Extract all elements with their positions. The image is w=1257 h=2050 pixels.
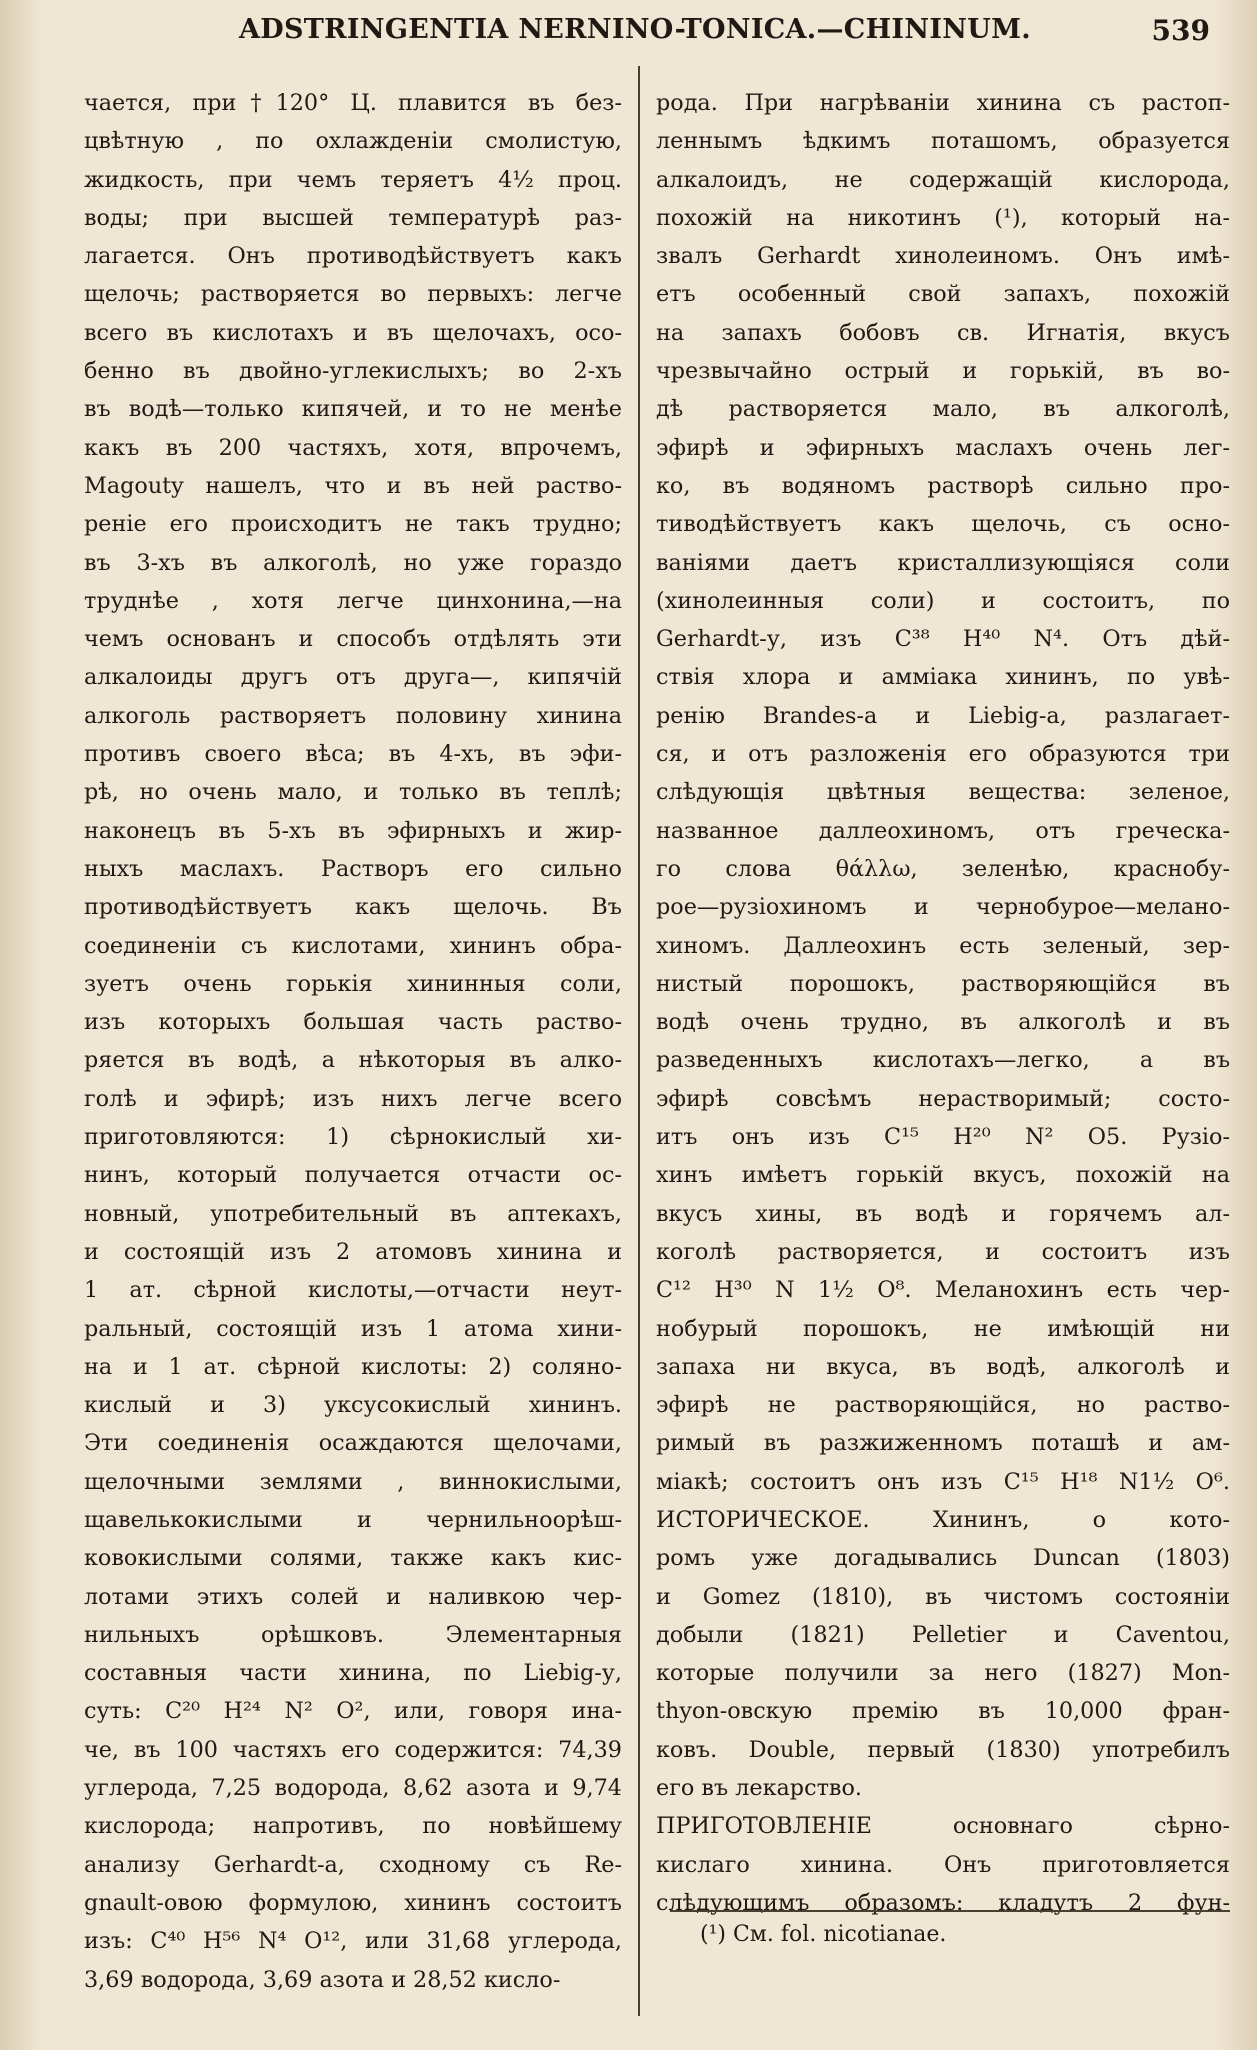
text-line: и Gomez (1810), въ чистомъ состояніи [656, 1583, 1230, 1610]
text-line: нистый порошокъ, растворяющійся въ [656, 970, 1230, 997]
text-line: дѣ растворяется мало, въ алкоголѣ, [656, 396, 1230, 423]
text-line: етъ особенный свой запахъ, похожій [656, 281, 1230, 308]
text-line: наконецъ въ 5-хъ въ эфирныхъ и жир- [84, 817, 622, 844]
text-line: щелочь; растворяется во первыхъ: легче [84, 281, 622, 308]
text-line: рода. При нагрѣваніи хинина съ растоп- [656, 90, 1230, 116]
text-line: суть: C²⁰ H²⁴ N² O², или, говоря ина- [84, 1698, 622, 1725]
text-line: въ водѣ—только кипячей, и то не менѣе [84, 396, 622, 423]
text-line: ренію Brandes-a и Liebig-a, разлагает- [656, 702, 1230, 729]
footnote-rule [670, 1910, 1230, 1912]
text-line: кислорода; напротивъ, по новѣйшему [84, 1813, 622, 1840]
text-line: чается, при†120° Ц. плавится въ без- [84, 90, 622, 116]
text-line: римый въ разжиженномъ поташѣ и ам- [656, 1430, 1230, 1457]
text-line: ромъ уже догадывались Duncan (1803) [656, 1545, 1230, 1572]
text-line: углерода, 7,25 водорода, 8,62 азота и 9,74 [84, 1775, 622, 1802]
text-line: кислый и 3) уксусокислый хининъ. [84, 1392, 622, 1419]
text-line: міакѣ; состоитъ онъ изъ C¹⁵ H¹⁸ N1½ O⁶. [656, 1468, 1230, 1495]
text-line: слѣдующимъ образомъ: кладутъ 2 фун- [656, 1889, 1230, 1916]
text-line: ИСТОРИЧЕСКОЕ. Хининъ, о кото- [656, 1506, 1230, 1533]
text-line: рое—рузіохиномъ и чернобурое—мелано- [656, 894, 1230, 921]
page-number: 539 [1151, 14, 1210, 47]
left-column [84, 84, 622, 1999]
text-line: (хинолеинныя соли) и состоитъ, по [656, 587, 1230, 614]
text-line: лотами этихъ солей и наливкою чер- [84, 1583, 622, 1610]
text-line: эфирѣ не растворяющійся, но раство- [656, 1392, 1230, 1419]
text-line: ныхъ маслахъ. Растворъ его сильно [84, 855, 622, 882]
text-line: коголѣ растворяется, и состоитъ изъ [656, 1238, 1230, 1265]
text-line: противодѣйствуетъ какъ щелочь. Въ [84, 894, 622, 921]
text-line: ко, въ водяномъ растворѣ сильно про- [656, 472, 1230, 499]
text-line: бенно въ двойно-углекислыхъ; во 2-хъ [84, 358, 622, 385]
text-line: рѣ, но очень мало, и только въ теплѣ; [84, 779, 622, 806]
text-line: ПРИГОТОВЛЕНІЕ основнаго сѣрно- [656, 1813, 1230, 1840]
text-line: алкалоидъ, не содержащій кислорода, [656, 166, 1230, 193]
text-line: го слова θάλλω, зеленѣю, краснобу- [656, 855, 1230, 882]
text-line: ряется въ водѣ, а нѣкоторыя въ алко- [84, 1047, 622, 1074]
text-line: чрезвычайно острый и горькій, въ во- [656, 358, 1230, 385]
text-line: ральный, состоящій изъ 1 атома хини- [84, 1315, 622, 1342]
text-line: ствія хлора и амміака хининъ, по увѣ- [656, 664, 1230, 691]
text-line: анализу Gerhardt-a, сходному съ Re- [84, 1851, 622, 1878]
text-line: вкусъ хины, въ водѣ и горячемъ ал- [656, 1200, 1230, 1227]
text-line: слѣдующія цвѣтныя вещества: зеленое, [656, 779, 1230, 806]
text-line: изъ которыхъ большая часть раство- [84, 1009, 622, 1036]
text-line: составныя части хинина, по Liebig-у, [84, 1660, 622, 1687]
text-line: gnault-овою формулою, хининъ состоитъ [84, 1889, 622, 1916]
text-line: зуетъ очень горькія хининныя соли, [84, 970, 622, 997]
text-line: новный, употребительный въ аптекахъ, [84, 1200, 622, 1227]
text-line: эфирѣ и эфирныхъ маслахъ очень лег- [656, 434, 1230, 461]
text-line: жидкость, при чемъ теряетъ 4½ проц. [84, 166, 622, 193]
text-line: въ 3-хъ въ алкоголѣ, но уже гораздо [84, 549, 622, 576]
text-line: ваніями даетъ кристаллизующіяся соли [656, 549, 1230, 576]
text-line: Эти соединенія осаждаются щелочами, [84, 1430, 622, 1457]
text-line: 1 ат. сѣрной кислоты,—отчасти неут- [84, 1277, 622, 1304]
text-line: изъ: C⁴⁰ H⁵⁶ N⁴ O¹², или 31,68 углерода, [84, 1928, 622, 1955]
text-line: запаха ни вкуса, въ водѣ, алкоголѣ и [656, 1353, 1230, 1380]
footnote: (¹) См. fol. nicotianae. [700, 1922, 947, 1947]
text-line: щелочными землями , виннокислыми, [84, 1468, 622, 1495]
text-line: алкалоиды другъ отъ друга—, кипячій [84, 664, 622, 691]
text-line: приготовляются: 1) сѣрнокислый хи- [84, 1124, 622, 1151]
text-line: и состоящій изъ 2 атомовъ хинина и [84, 1238, 622, 1265]
text-line: итъ онъ изъ C¹⁵ H²⁰ N² O5. Рузіо- [656, 1124, 1230, 1151]
running-title: ADSTRINGENTIA NERNINO-TONICA.—CHININUM. [239, 14, 1031, 45]
text-line: C¹² H³⁰ N 1½ O⁸. Меланохинъ есть чер- [656, 1277, 1230, 1304]
text-line: похожій на никотинъ (¹), который на- [656, 204, 1230, 231]
text-line: которые получили за него (1827) Mon- [656, 1660, 1230, 1687]
text-line: названное даллеохиномъ, отъ греческа- [656, 817, 1230, 844]
text-line: леннымъ ѣдкимъ поташомъ, образуется [656, 128, 1230, 155]
text-line: всего въ кислотахъ и въ щелочахъ, осо- [84, 319, 622, 346]
right-column [656, 84, 1230, 1922]
text-line: чемъ основанъ и способъ отдѣлять эти [84, 626, 622, 653]
text-line: ковъ. Double, первый (1830) употребилъ [656, 1736, 1230, 1763]
text-line: нильныхъ орѣшковъ. Элементарныя [84, 1621, 622, 1648]
text-line: цвѣтную , по охлажденіи смолистую, [84, 128, 622, 155]
text-line: нобурый порошокъ, не имѣющій ни [656, 1315, 1230, 1342]
text-line: лагается. Онъ противодѣйствуетъ какъ [84, 243, 622, 270]
text-line: на запахъ бобовъ св. Игнатія, вкусъ [656, 319, 1230, 346]
text-line: на и 1 ат. сѣрной кислоты: 2) соляно- [84, 1353, 622, 1380]
text-line: труднѣе , хотя легче цинхонина,—на [84, 587, 622, 614]
text-line: разведенныхъ кислотахъ—легко, а въ [656, 1047, 1230, 1074]
text-line: кислаго хинина. Онъ приготовляется [656, 1851, 1230, 1878]
text-line: водѣ очень трудно, въ алкоголѣ и въ [656, 1009, 1230, 1036]
text-line: Magouty нашелъ, что и въ ней раство- [84, 472, 622, 499]
text-line: ся, и отъ разложенія его образуются три [656, 741, 1230, 768]
text-line: реніе его происходитъ не такъ трудно; [84, 511, 622, 538]
text-line: че, въ 100 частяхъ его содержится: 74,39 [84, 1736, 622, 1763]
text-line: хиномъ. Даллеохинъ есть зеленый, зер- [656, 932, 1230, 959]
column-divider [638, 66, 640, 2016]
text-line: добыли (1821) Pelletier и Caventou, [656, 1621, 1230, 1648]
page-header [60, 14, 1210, 64]
text-line: звалъ Gerhardt хинолеиномъ. Онъ имѣ- [656, 243, 1230, 270]
text-line: 3,69 водорода, 3,69 азота и 28,52 кисло- [84, 1966, 561, 1993]
text-line: щавелькокислыми и чернильноорѣш- [84, 1506, 622, 1533]
text-line: thyon-овскую премію въ 10,000 фран- [656, 1698, 1230, 1725]
text-line: алкоголь растворяетъ половину хинина [84, 702, 622, 729]
text-line: какъ въ 200 частяхъ, хотя, впрочемъ, [84, 434, 622, 461]
text-line: эфирѣ совсѣмъ нерастворимый; состо- [656, 1085, 1230, 1112]
text-line: Gerhardt-у, изъ C³⁸ H⁴⁰ N⁴. Отъ дѣй- [656, 626, 1230, 653]
text-line: голѣ и эфирѣ; изъ нихъ легче всего [84, 1085, 622, 1112]
text-line: соединеніи съ кислотами, хининъ обра- [84, 932, 622, 959]
text-line: противъ своего вѣса; въ 4-хъ, въ эфи- [84, 741, 622, 768]
text-line: воды; при высшей температурѣ раз- [84, 204, 622, 231]
text-line: его въ лекарство. [656, 1775, 862, 1802]
text-line: тиводѣйствуетъ какъ щелочь, съ осно- [656, 511, 1230, 538]
text-line: нинъ, который получается отчасти ос- [84, 1162, 622, 1189]
text-line: хинъ имѣетъ горькій вкусъ, похожій на [656, 1162, 1230, 1189]
text-line: ковокислыми солями, также какъ кис- [84, 1545, 622, 1572]
